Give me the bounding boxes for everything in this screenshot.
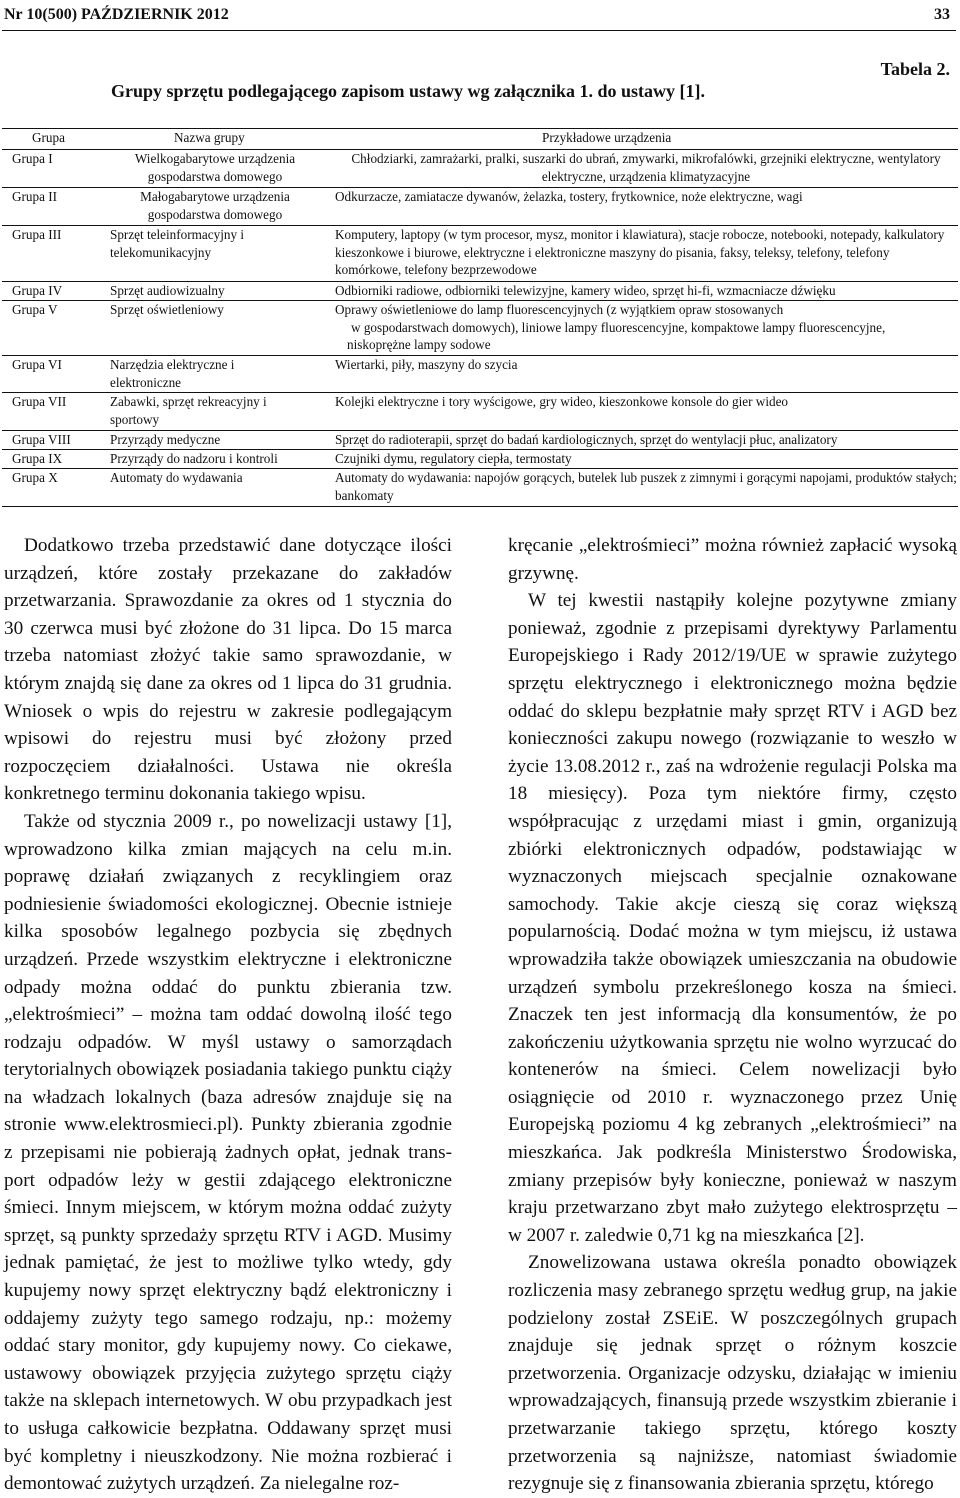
page-header <box>4 6 950 28</box>
examples-cell: Wiertarki, piły, maszyny do szycia <box>335 357 518 372</box>
table-row <box>2 226 958 282</box>
group-cell: Grupa IX <box>12 451 63 466</box>
group-cell: Grupa II <box>12 189 58 204</box>
column-header-examples: Przykładowe urządzenia <box>542 130 672 145</box>
table-header-row <box>2 129 958 150</box>
table-row <box>2 282 958 301</box>
equipment-groups-table <box>2 128 958 507</box>
table-row <box>2 450 958 469</box>
column-header-name: Nazwa grupy <box>174 130 245 145</box>
group-cell: Grupa VIII <box>12 432 71 447</box>
group-name-cell: Przyrządy do nadzoru i kontroli <box>110 451 278 466</box>
table-row <box>2 393 958 431</box>
table-row <box>2 301 958 356</box>
group-name-cell: Sprzęt audiowizualny <box>110 283 225 298</box>
group-name-cell: Narzędzia elektryczne i elektroniczne <box>110 357 235 390</box>
table-label: Tabela 2. <box>880 59 950 79</box>
examples-cell <box>335 301 957 354</box>
table-row <box>2 469 958 507</box>
table-title-text: Grupy sprzętu podlegającego zapisom ustawy wg załącznika 1. do ustawy [1]. <box>111 81 705 101</box>
examples-cell: Odbiorniki radiowe, odbiorniki telewizyjne, kamery wideo, sprzęt hi-fi, wzmacniacze dźwięku <box>335 283 836 298</box>
group-name-cell: Wielkogabarytowe urządzenia gospodarstwa domowego <box>134 151 296 184</box>
table-row <box>2 356 958 393</box>
examples-cell: Kolejki elektryczne i tory wyścigowe, gry wideo, kieszonkowe konsole do gier wideo <box>335 394 789 409</box>
examples-cell: Sprzęt do radioterapii, sprzęt do badań kardiologicznych, sprzęt do wentylacji płuc, analizatory <box>335 432 838 447</box>
table-row <box>2 431 958 450</box>
body-paragraph: Także od stycznia 2009 r., po nowelizacji ustawy [1], wprowadzono kilka zmian mających na celu m.in. poprawę działań związanych z recyklingiem oraz podniesienie świadomości ekologicznej. Obecnie istnieje kilka sposobów legalnego pozbycia się zbędnych urządzeń. Przede wszystkim elektryczne i elektroniczne odpady można oddać do punktu zbierania tzw. „elektrośmieci” – można tam oddać dowolną ilość tego rodzaju odpadów. W myśl ustawy o samorządach terytorialnych obowiązek posiadania takiego punktu ciąży na władzach lokalnych (baza adresów znajduje się na stronie www.elektrosmieci.pl). Punkty zbierania zgodnie z przepisami nie pobierają żadnych opłat, jednak trans- port odpadów leży w gestii zdającego elektroniczne śmieci. Innym miejscem, w którym można oddać zużyty sprzęt, są punkty sprzedaży sprzętu RTV i AGD. Musimy jednak pamiętać, że jest to możliwe tylko wtedy, gdy kupujemy nowy sprzęt elektryczny bądź elektroniczny i oddajemy zużyty tego samego rodzaju, np.: możemy oddać stary monitor, gdy kupujemy nowy. Co ciekawe, ustawowy obowiązek przyjęcia zużytego sprzętu ciąży także na sklepach internetowych. W obu przypadkach jest to usługa całkowicie bezpłatna. Oddawany sprzęt musi być kompletny i nieuszkodzony. Nie można rozbierać i demontować zużytych urządzeń. Za nielegalne roz- <box>4 810 452 1495</box>
examples-cell: Czujniki dymu, regulatory ciepła, termostaty <box>335 451 572 466</box>
table-row <box>2 188 958 226</box>
group-name-cell: Sprzęt oświetleniowy <box>110 302 224 317</box>
examples-cell: Odkurzacze, zamiatacze dywanów, żelazka, tostery, frytkownice, noże elektryczne, wagi <box>335 189 803 204</box>
examples-line: w gospodarstwach domowych), liniowe lampy fluorescencyjne, kompaktowe lampy fluorescencyjne, <box>351 319 886 335</box>
group-cell: Grupa I <box>12 151 53 166</box>
group-name-cell: Małogabarytowe urządzenia gospodarstwa domowego <box>140 189 290 222</box>
issue-label: Nr 10(500) PAŹDZIERNIK 2012 <box>4 6 229 23</box>
examples-cell: Chłodziarki, zamrażarki, pralki, suszarki do ubrań, zmywarki, mikrofalówki, grzejniki elektryczne, wentylatory elektryczne, urządzenia klimatyzacyjne <box>351 151 941 184</box>
group-name-cell: Zabawki, sprzęt rekreacyjny i sportowy <box>110 394 267 427</box>
header-divider <box>2 30 956 31</box>
body-paragraph: W tej kwestii nastąpiły kolejne pozytywne zmiany ponieważ, zgodnie z przepisami dyrektywy Parlamentu Europejskiego i Rady 2012/19/UE w sprawie zużytego sprzętu elektrycznego i elektronicznego można będzie oddać do sklepu bezpłatnie mały sprzęt RTV i AGD bez konieczności zakupu nowego (rozwiązanie to weszło w życie 13.08.2012 r., zaś na wdrożenie regulacji Polska ma 18 miesięcy). Poza tym niektóre firmy, często współpracując z urzędami miast i gmin, organizują zbiórki elektronicznych odpadów, podstawiając w wyznaczonych miejscach specjalnie oznakowane samochody. Takie akcje cieszą się coraz większą popularnością. Dodać można w tym miejscu, iż ustawa wprowadziła także obowiązek umieszczania na obudowie urządzeń symbolu przekreślonego kosza na śmieci. Znaczek ten jest informacją dla konsumentów, że po zakończeniu użytkowania sprzętu nie wolno wyrzucać do kontenerów na śmieci. Celem nowelizacji było osiągnięcie od 2010 r. wyznaczonego przez Unię Europejską poziomu 4 kg zebranych „elektrośmieci” na mieszkańca. Jak podkreśla Ministerstwo Środowiska, zmiany przepisów były konieczne, ponieważ w naszym kraju przetwarzano zbyt mało zużytego elektrosprzętu – w 2007 r. zaledwie 0,71 kg na mieszkańca [2]. <box>508 590 957 1246</box>
body-paragraph: kręcanie „elektrośmieci” można również zapłacić wysoką grzywnę. <box>508 535 957 584</box>
group-cell: Grupa V <box>12 302 58 317</box>
group-cell: Grupa VII <box>12 394 67 409</box>
column-header-group: Grupa <box>32 130 65 145</box>
table-title <box>0 81 960 102</box>
body-column-left <box>4 532 452 1498</box>
body-column-right <box>508 532 957 1498</box>
group-name-cell: Sprzęt teleinformacyjny i telekomunikacyjny <box>110 227 245 260</box>
group-name-cell: Przyrządy medyczne <box>110 432 221 447</box>
group-name-cell: Automaty do wydawania <box>110 470 243 485</box>
group-cell: Grupa X <box>12 470 58 485</box>
examples-cell: Komputery, laptopy (w tym procesor, mysz, monitor i klawiatura), stacje robocze, notebooki, notepady, kalkulatory kieszonkowe i biurowe, elektryczne i elektroniczne maszyny do pisania, faksy, teleksy, telefony, telefony komórkowe, telefony bezprzewodowe <box>335 227 945 277</box>
group-cell: Grupa IV <box>12 283 63 298</box>
page-number: 33 <box>934 6 950 23</box>
body-paragraph: Znowelizowana ustawa określa ponadto obowiązek rozliczenia masy zebranego sprzętu według grup, na jakie podzielony został ZSEiE. W poszczególnych grupach znajduje się jednak sprzęt o różnym koszcie przetworzenia. Organizacje odzysku, działając w imieniu wprowadzających, finansują przede wszystkim zbieranie i przetwarzanie takiego sprzętu, którego koszty przetworzenia są najniższe, natomiast świadomie rezygnuje się z finansowania zbierania sprzętu, którego <box>508 1252 957 1495</box>
table-row <box>2 150 958 188</box>
examples-line: Oprawy oświetleniowe do lamp fluorescencyjnych (z wyjątkiem opraw stosowanych <box>335 302 784 317</box>
examples-cell: Automaty do wydawania: napojów gorących, butelek lub puszek z zimnymi i gorącymi napojami, produktów stałych; bankomaty <box>335 470 957 503</box>
examples-line: niskoprężne lampy sodowe <box>347 337 491 352</box>
group-cell: Grupa III <box>12 227 62 242</box>
group-cell: Grupa VI <box>12 357 62 372</box>
body-paragraph: Dodatkowo trzeba przedstawić dane dotyczące ilości urządzeń, które zostały przekazane do zakładów przetwarzania. Sprawozdanie za okres od 1 stycznia do 30 czerwca musi być złożone do 31 lipca. Do 15 marca trzeba natomiast złożyć takie samo sprawozdanie, w którym znajdą się dane za okres od 1 lipca do 31 grudnia. Wniosek o wpis do rejestru w zakresie podlegającym wpisowi do rejestru musi być złożony przed rozpoczęciem działalności. Ustawa nie określa konkretnego terminu dokonania takiego wpisu. <box>4 535 452 805</box>
